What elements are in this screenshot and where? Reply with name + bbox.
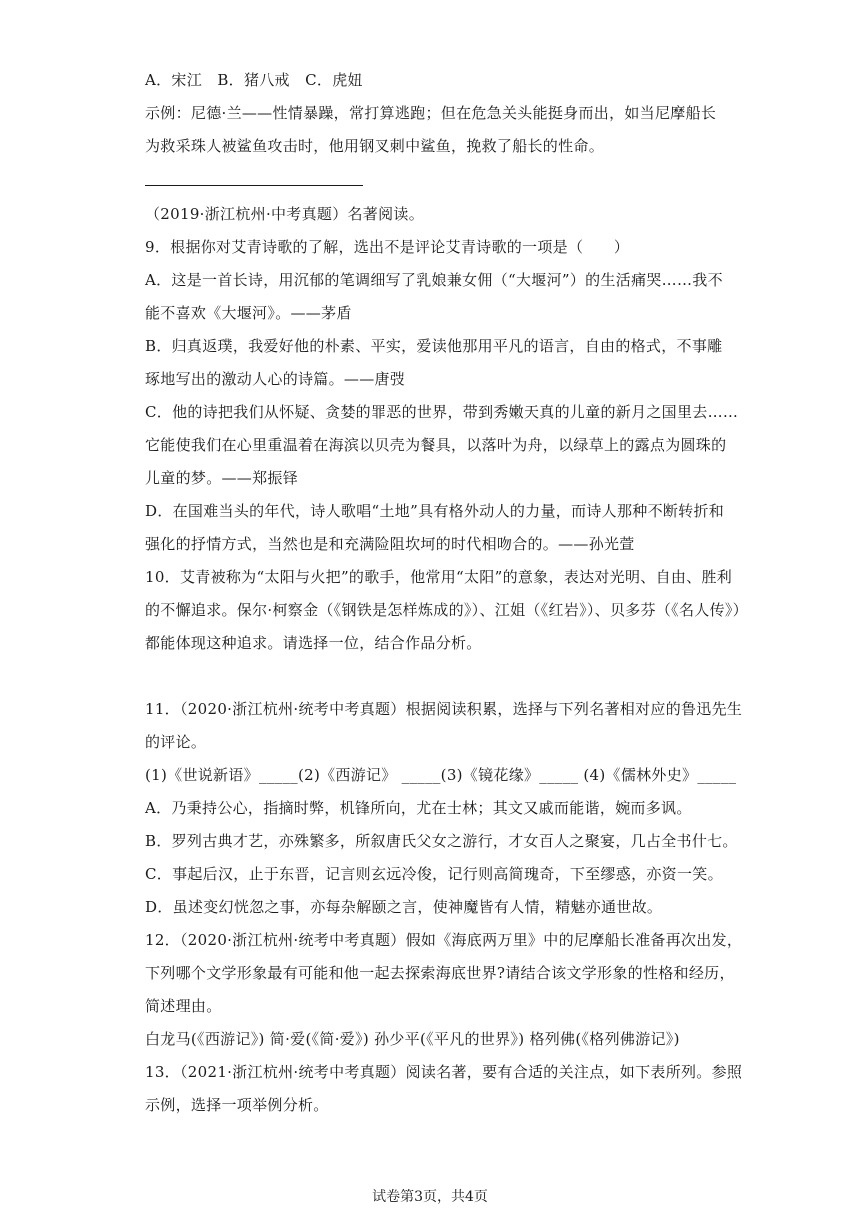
text-line: 示例：尼德·兰——性情暴躁，常打算逃跑；但在危急关头能挺身而出，如当尼摩船长 [145,104,717,122]
text-line: C．他的诗把我们从怀疑、贪婪的罪恶的世界，带到秀嫩天真的儿童的新月之国里去…… [145,403,739,421]
text-line: 11．（2020·浙江杭州·统考中考真题）根据阅读积累，选择与下列名著相对应的鲁迅先生 [145,700,743,718]
text-line: B．罗列古典才艺，亦殊繁多，所叙唐氏父女之游行，才女百人之聚宴，几占全书什七。 [145,832,738,850]
text-line: 下列哪个文学形象最有可能和他一起去探索海底世界?请结合该文学形象的性格和经历， [145,964,735,982]
page-footer: 试卷第3页，共4页 [372,1189,488,1205]
text-line: 10．艾青被称为“太阳与火把”的歌手，他常用“太阳”的意象，表达对光明、自由、胜利 [145,568,733,586]
text-line: C．事起后汉，止于东晋，记言则玄远冷俊，记行则高简瑰奇，下至缪惑，亦资一笑。 [145,865,723,883]
block-answer-options [145,64,725,163]
text-line: 的不懈追求。保尔·柯察金（《钢铁是怎样炼成的》）、江姐（《红岩》）、贝多芬（《名人传》） [145,601,748,619]
text-line: 白龙马(《西游记》) 简·爱(《简·爱》) 孙少平(《平凡的世界》) 格列佛(《格列佛游记》) [145,1030,680,1048]
text-line: 儿童的梦。——郑振铎 [145,469,299,487]
page-content [145,64,748,1122]
text-line: 示例，选择一项举例分析。 [145,1096,329,1114]
text-line: 都能体现这种追求。请选择一位，结合作品分析。 [145,634,482,652]
text-line: 12．（2020·浙江杭州·统考中考真题）假如《海底两万里》中的尼摩船长准备再次出发， [145,931,743,949]
text-line: (1)《世说新语》_____(2)《西游记》 _____(3)《镜花缘》_____ (4)《儒林外史》_____ [145,766,737,784]
text-line: 强化的抒情方式，当然也是和充满险阻坎坷的时代相吻合的。——孙光萱 [145,535,635,553]
answer-blank-line[interactable] [145,185,363,186]
text-line: B．归真返璞，我爱好他的朴素、平实，爱读他那用平凡的语言，自由的格式，不事雕 [145,337,723,355]
text-line: 琢地写出的激动人心的诗篇。——唐弢 [145,370,406,388]
text-line: 能不喜欢《大堰河》。——茅盾 [145,304,352,322]
text-line: A．乃秉持公心，指摘时弊，机锋所向，尤在士林；其文又戚而能谐，婉而多讽。 [145,799,692,817]
text-line: D．在国难当头的年代，诗人歌唱“土地”具有格外动人的力量，而诗人那种不断转折和 [145,502,725,520]
text-line: A．宋江 B．猪八戒 C．虎妞 [145,71,363,89]
text-line: 简述理由。 [145,997,222,1015]
text-line: D．虽述变幻恍忽之事，亦每杂解颐之言，使神魔皆有人情，精魅亦通世故。 [145,898,663,916]
block-questions-9-10 [145,198,748,660]
answer-space [145,660,725,693]
text-line: 13．（2021·浙江杭州·统考中考真题）阅读名著，要有合适的关注点，如下表所列。参照 [145,1063,743,1081]
text-line: A．这是一首长诗，用沉郁的笔调细写了乳娘兼女佣（“大堰河”）的生活痛哭……我不 [145,271,723,289]
text-line: （2019·浙江杭州·中考真题）名著阅读。 [145,205,425,223]
text-line: 9．根据你对艾青诗歌的了解，选出不是评论艾青诗歌的一项是（ ） [145,238,630,256]
text-line: 的评论。 [145,733,207,751]
block-questions-11-13 [145,693,743,1122]
text-line: 它能使我们在心里重温着在海滨以贝壳为餐具，以落叶为舟，以绿草上的露点为圆珠的 [145,436,727,454]
text-line: 为救采珠人被鲨鱼攻击时，他用钢叉刺中鲨鱼，挽救了船长的性命。 [145,137,605,155]
